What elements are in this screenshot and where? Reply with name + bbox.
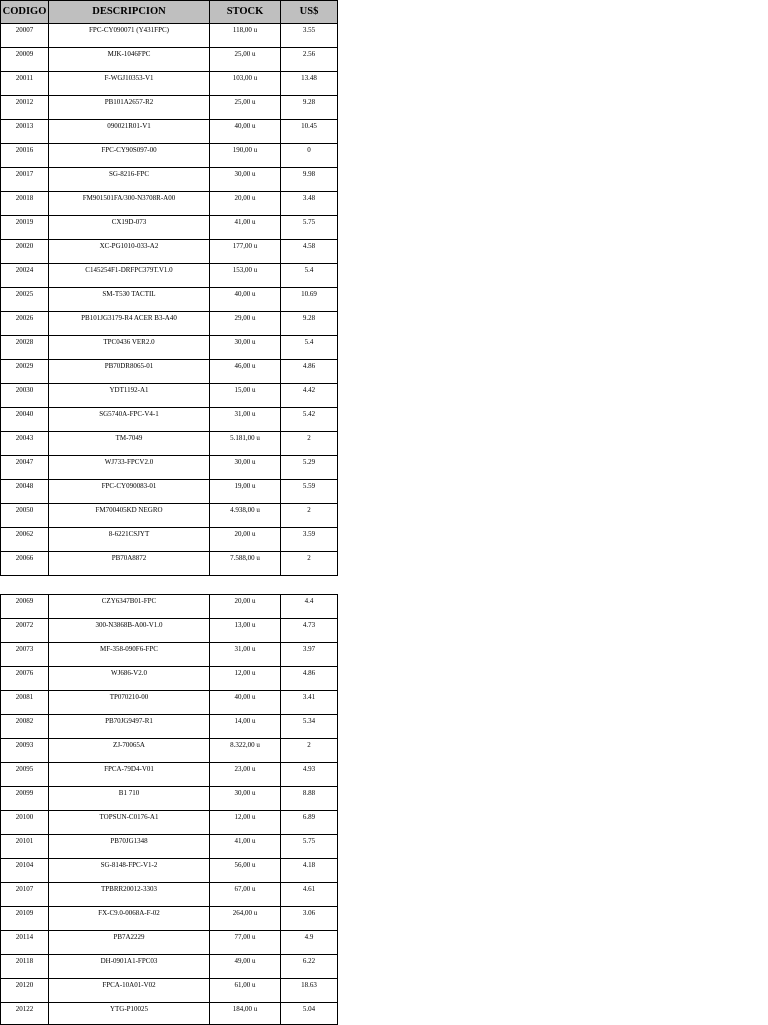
stock-table-1 (0, 0, 338, 576)
cell-codigo: 20030 (1, 384, 49, 408)
table-row (1, 763, 338, 787)
cell-descripcion: YTG-P10025 (49, 1003, 210, 1025)
cell-codigo: 20047 (1, 456, 49, 480)
table-row (1, 24, 338, 48)
cell-descripcion: SG-8148-FPC-V1-2 (49, 859, 210, 883)
table-row (1, 739, 338, 763)
cell-usd: 3.59 (281, 528, 338, 552)
table-row (1, 360, 338, 384)
cell-codigo: 20107 (1, 883, 49, 907)
cell-stock: 12,00 u (210, 667, 281, 691)
cell-descripcion: CZY6347B01-FPC (49, 595, 210, 619)
table-row (1, 643, 338, 667)
cell-stock: 29,00 u (210, 312, 281, 336)
cell-stock: 184,00 u (210, 1003, 281, 1025)
cell-stock: 7.588,00 u (210, 552, 281, 576)
cell-stock: 30,00 u (210, 787, 281, 811)
cell-stock: 13,00 u (210, 619, 281, 643)
cell-usd: 0 (281, 144, 338, 168)
cell-usd: 4.73 (281, 619, 338, 643)
cell-codigo: 20081 (1, 691, 49, 715)
cell-codigo: 20118 (1, 955, 49, 979)
cell-codigo: 20072 (1, 619, 49, 643)
cell-descripcion: YDT1192-A1 (49, 384, 210, 408)
cell-descripcion: FM700405KD NEGRO (49, 504, 210, 528)
cell-stock: 56,00 u (210, 859, 281, 883)
cell-stock: 41,00 u (210, 835, 281, 859)
cell-descripcion: TPBRR20012-3303 (49, 883, 210, 907)
cell-stock: 40,00 u (210, 288, 281, 312)
cell-stock: 40,00 u (210, 120, 281, 144)
cell-codigo: 20025 (1, 288, 49, 312)
cell-usd: 4.9 (281, 931, 338, 955)
table-row (1, 595, 338, 619)
cell-codigo: 20104 (1, 859, 49, 883)
cell-stock: 31,00 u (210, 408, 281, 432)
cell-codigo: 20082 (1, 715, 49, 739)
cell-codigo: 20028 (1, 336, 49, 360)
cell-descripcion: 090021R01-V1 (49, 120, 210, 144)
table-row (1, 120, 338, 144)
table-row (1, 955, 338, 979)
cell-descripcion: PB70DR8065-01 (49, 360, 210, 384)
cell-descripcion: FPCA-79D4-V01 (49, 763, 210, 787)
cell-codigo: 20018 (1, 192, 49, 216)
cell-codigo: 20009 (1, 48, 49, 72)
cell-usd: 4.61 (281, 883, 338, 907)
cell-descripcion: FM901501FA/300-N3708R-A00 (49, 192, 210, 216)
table-row (1, 216, 338, 240)
cell-codigo: 20101 (1, 835, 49, 859)
cell-usd: 3.41 (281, 691, 338, 715)
cell-usd: 3.97 (281, 643, 338, 667)
cell-codigo: 20040 (1, 408, 49, 432)
table-row (1, 336, 338, 360)
cell-stock: 19,00 u (210, 480, 281, 504)
table-row (1, 144, 338, 168)
cell-stock: 49,00 u (210, 955, 281, 979)
cell-codigo: 20048 (1, 480, 49, 504)
cell-stock: 264,00 u (210, 907, 281, 931)
cell-descripcion: TP070210-00 (49, 691, 210, 715)
cell-codigo: 20011 (1, 72, 49, 96)
cell-codigo: 20093 (1, 739, 49, 763)
cell-usd: 5.75 (281, 216, 338, 240)
cell-descripcion: WJ733-FPCV2.0 (49, 456, 210, 480)
cell-codigo: 20017 (1, 168, 49, 192)
cell-descripcion: PB7A2229 (49, 931, 210, 955)
cell-stock: 190,00 u (210, 144, 281, 168)
cell-usd: 6.22 (281, 955, 338, 979)
table-row (1, 1003, 338, 1025)
cell-stock: 46,00 u (210, 360, 281, 384)
cell-stock: 41,00 u (210, 216, 281, 240)
cell-usd: 18.63 (281, 979, 338, 1003)
header-descripcion: DESCRIPCION (49, 1, 210, 24)
cell-stock: 31,00 u (210, 643, 281, 667)
cell-stock: 30,00 u (210, 456, 281, 480)
cell-descripcion: SM-T530 TACTIL (49, 288, 210, 312)
cell-descripcion: TM-7049 (49, 432, 210, 456)
table-header (1, 1, 338, 24)
cell-usd: 4.18 (281, 859, 338, 883)
cell-usd: 5.59 (281, 480, 338, 504)
cell-usd: 10.45 (281, 120, 338, 144)
cell-stock: 20,00 u (210, 192, 281, 216)
cell-codigo: 20029 (1, 360, 49, 384)
cell-usd: 2 (281, 504, 338, 528)
cell-usd: 13.48 (281, 72, 338, 96)
cell-codigo: 20013 (1, 120, 49, 144)
cell-stock: 61,00 u (210, 979, 281, 1003)
cell-codigo: 20109 (1, 907, 49, 931)
cell-codigo: 20016 (1, 144, 49, 168)
cell-usd: 5.4 (281, 336, 338, 360)
cell-descripcion: SG-8216-FPC (49, 168, 210, 192)
table-row (1, 528, 338, 552)
table-row (1, 264, 338, 288)
cell-codigo: 20020 (1, 240, 49, 264)
cell-descripcion: MJK-1046FPC (49, 48, 210, 72)
cell-stock: 103,00 u (210, 72, 281, 96)
table-row (1, 96, 338, 120)
cell-stock: 67,00 u (210, 883, 281, 907)
table-row (1, 480, 338, 504)
stock-table-2 (0, 594, 338, 1025)
cell-stock: 30,00 u (210, 336, 281, 360)
cell-descripcion: DH-0901A1-FPC03 (49, 955, 210, 979)
cell-usd: 3.55 (281, 24, 338, 48)
cell-stock: 177,00 u (210, 240, 281, 264)
cell-usd: 5.34 (281, 715, 338, 739)
cell-descripcion: C145254F1-DRFPC379T.V1.0 (49, 264, 210, 288)
cell-usd: 6.89 (281, 811, 338, 835)
cell-stock: 20,00 u (210, 528, 281, 552)
cell-codigo: 20120 (1, 979, 49, 1003)
table-row (1, 288, 338, 312)
table-row (1, 715, 338, 739)
table-row (1, 835, 338, 859)
cell-descripcion: CX19D-073 (49, 216, 210, 240)
cell-stock: 25,00 u (210, 48, 281, 72)
cell-usd: 4.42 (281, 384, 338, 408)
table-row (1, 619, 338, 643)
cell-usd: 2 (281, 432, 338, 456)
table-row (1, 72, 338, 96)
table-row (1, 504, 338, 528)
cell-codigo: 20024 (1, 264, 49, 288)
cell-usd: 10.69 (281, 288, 338, 312)
cell-descripcion: FPC-CY090083-01 (49, 480, 210, 504)
cell-descripcion: FPC-CY090071 (Y431FPC) (49, 24, 210, 48)
cell-stock: 5.181,00 u (210, 432, 281, 456)
cell-stock: 153,00 u (210, 264, 281, 288)
cell-codigo: 20076 (1, 667, 49, 691)
table-row (1, 192, 338, 216)
table-row (1, 456, 338, 480)
table-row (1, 552, 338, 576)
cell-descripcion: PB70JG9497-R1 (49, 715, 210, 739)
cell-descripcion: FPCA-10A01-V02 (49, 979, 210, 1003)
cell-codigo: 20069 (1, 595, 49, 619)
cell-descripcion: ZJ-70065A (49, 739, 210, 763)
cell-stock: 30,00 u (210, 168, 281, 192)
table-body-2 (1, 595, 338, 1025)
cell-descripcion: SG5740A-FPC-V4-1 (49, 408, 210, 432)
cell-usd: 2.56 (281, 48, 338, 72)
cell-codigo: 20066 (1, 552, 49, 576)
cell-codigo: 20012 (1, 96, 49, 120)
cell-stock: 118,00 u (210, 24, 281, 48)
cell-stock: 25,00 u (210, 96, 281, 120)
cell-descripcion: PB101A2657-R2 (49, 96, 210, 120)
table-row (1, 787, 338, 811)
table-row (1, 691, 338, 715)
cell-usd: 9.28 (281, 312, 338, 336)
cell-descripcion: PB70A8872 (49, 552, 210, 576)
table-body-1 (1, 24, 338, 576)
cell-usd: 8.88 (281, 787, 338, 811)
table-row (1, 883, 338, 907)
cell-descripcion: XC-PG1010-033-A2 (49, 240, 210, 264)
cell-codigo: 20043 (1, 432, 49, 456)
cell-usd: 9.28 (281, 96, 338, 120)
cell-stock: 40,00 u (210, 691, 281, 715)
cell-usd: 2 (281, 552, 338, 576)
cell-stock: 15,00 u (210, 384, 281, 408)
cell-codigo: 20026 (1, 312, 49, 336)
cell-usd: 5.04 (281, 1003, 338, 1025)
cell-descripcion: F-WGJ10353-V1 (49, 72, 210, 96)
cell-codigo: 20073 (1, 643, 49, 667)
cell-codigo: 20122 (1, 1003, 49, 1025)
header-row (1, 1, 338, 24)
table-row (1, 240, 338, 264)
cell-descripcion: B1 710 (49, 787, 210, 811)
cell-descripcion: FPC-CY90S097-00 (49, 144, 210, 168)
header-usd: US$ (281, 1, 338, 24)
cell-descripcion: FX-C9.0-0068A-F-02 (49, 907, 210, 931)
table-row (1, 907, 338, 931)
cell-codigo: 20050 (1, 504, 49, 528)
cell-descripcion: MF-358-090F6-FPC (49, 643, 210, 667)
table-row (1, 859, 338, 883)
cell-usd: 4.58 (281, 240, 338, 264)
cell-usd: 4.86 (281, 667, 338, 691)
cell-codigo: 20095 (1, 763, 49, 787)
cell-stock: 23,00 u (210, 763, 281, 787)
cell-usd: 5.42 (281, 408, 338, 432)
table-row (1, 667, 338, 691)
cell-stock: 4.938,00 u (210, 504, 281, 528)
cell-stock: 77,00 u (210, 931, 281, 955)
table-row (1, 408, 338, 432)
table-row (1, 312, 338, 336)
table-row (1, 48, 338, 72)
cell-usd: 2 (281, 739, 338, 763)
cell-descripcion: TOPSUN-C0176-A1 (49, 811, 210, 835)
cell-usd: 5.75 (281, 835, 338, 859)
table-row (1, 432, 338, 456)
cell-codigo: 20114 (1, 931, 49, 955)
cell-usd: 5.29 (281, 456, 338, 480)
cell-usd: 9.98 (281, 168, 338, 192)
cell-stock: 12,00 u (210, 811, 281, 835)
cell-codigo: 20007 (1, 24, 49, 48)
cell-descripcion: PB101JG3179-R4 ACER B3-A40 (49, 312, 210, 336)
cell-descripcion: WJ686-V2.0 (49, 667, 210, 691)
cell-usd: 4.93 (281, 763, 338, 787)
table-row (1, 931, 338, 955)
table-row (1, 979, 338, 1003)
table-row (1, 168, 338, 192)
cell-descripcion: 8-6221CSJYT (49, 528, 210, 552)
header-stock: STOCK (210, 1, 281, 24)
header-codigo: CODIGO (1, 1, 49, 24)
table-row (1, 384, 338, 408)
cell-stock: 8.322,00 u (210, 739, 281, 763)
cell-codigo: 20100 (1, 811, 49, 835)
cell-usd: 4.4 (281, 595, 338, 619)
cell-stock: 20,00 u (210, 595, 281, 619)
cell-codigo: 20019 (1, 216, 49, 240)
cell-descripcion: PB70JG1348 (49, 835, 210, 859)
cell-codigo: 20099 (1, 787, 49, 811)
cell-usd: 3.48 (281, 192, 338, 216)
table-row (1, 811, 338, 835)
cell-usd: 3.06 (281, 907, 338, 931)
cell-codigo: 20062 (1, 528, 49, 552)
cell-usd: 4.86 (281, 360, 338, 384)
cell-usd: 5.4 (281, 264, 338, 288)
cell-descripcion: 300-N3868B-A00-V1.0 (49, 619, 210, 643)
cell-descripcion: TPC0436 VER2.0 (49, 336, 210, 360)
cell-stock: 14,00 u (210, 715, 281, 739)
